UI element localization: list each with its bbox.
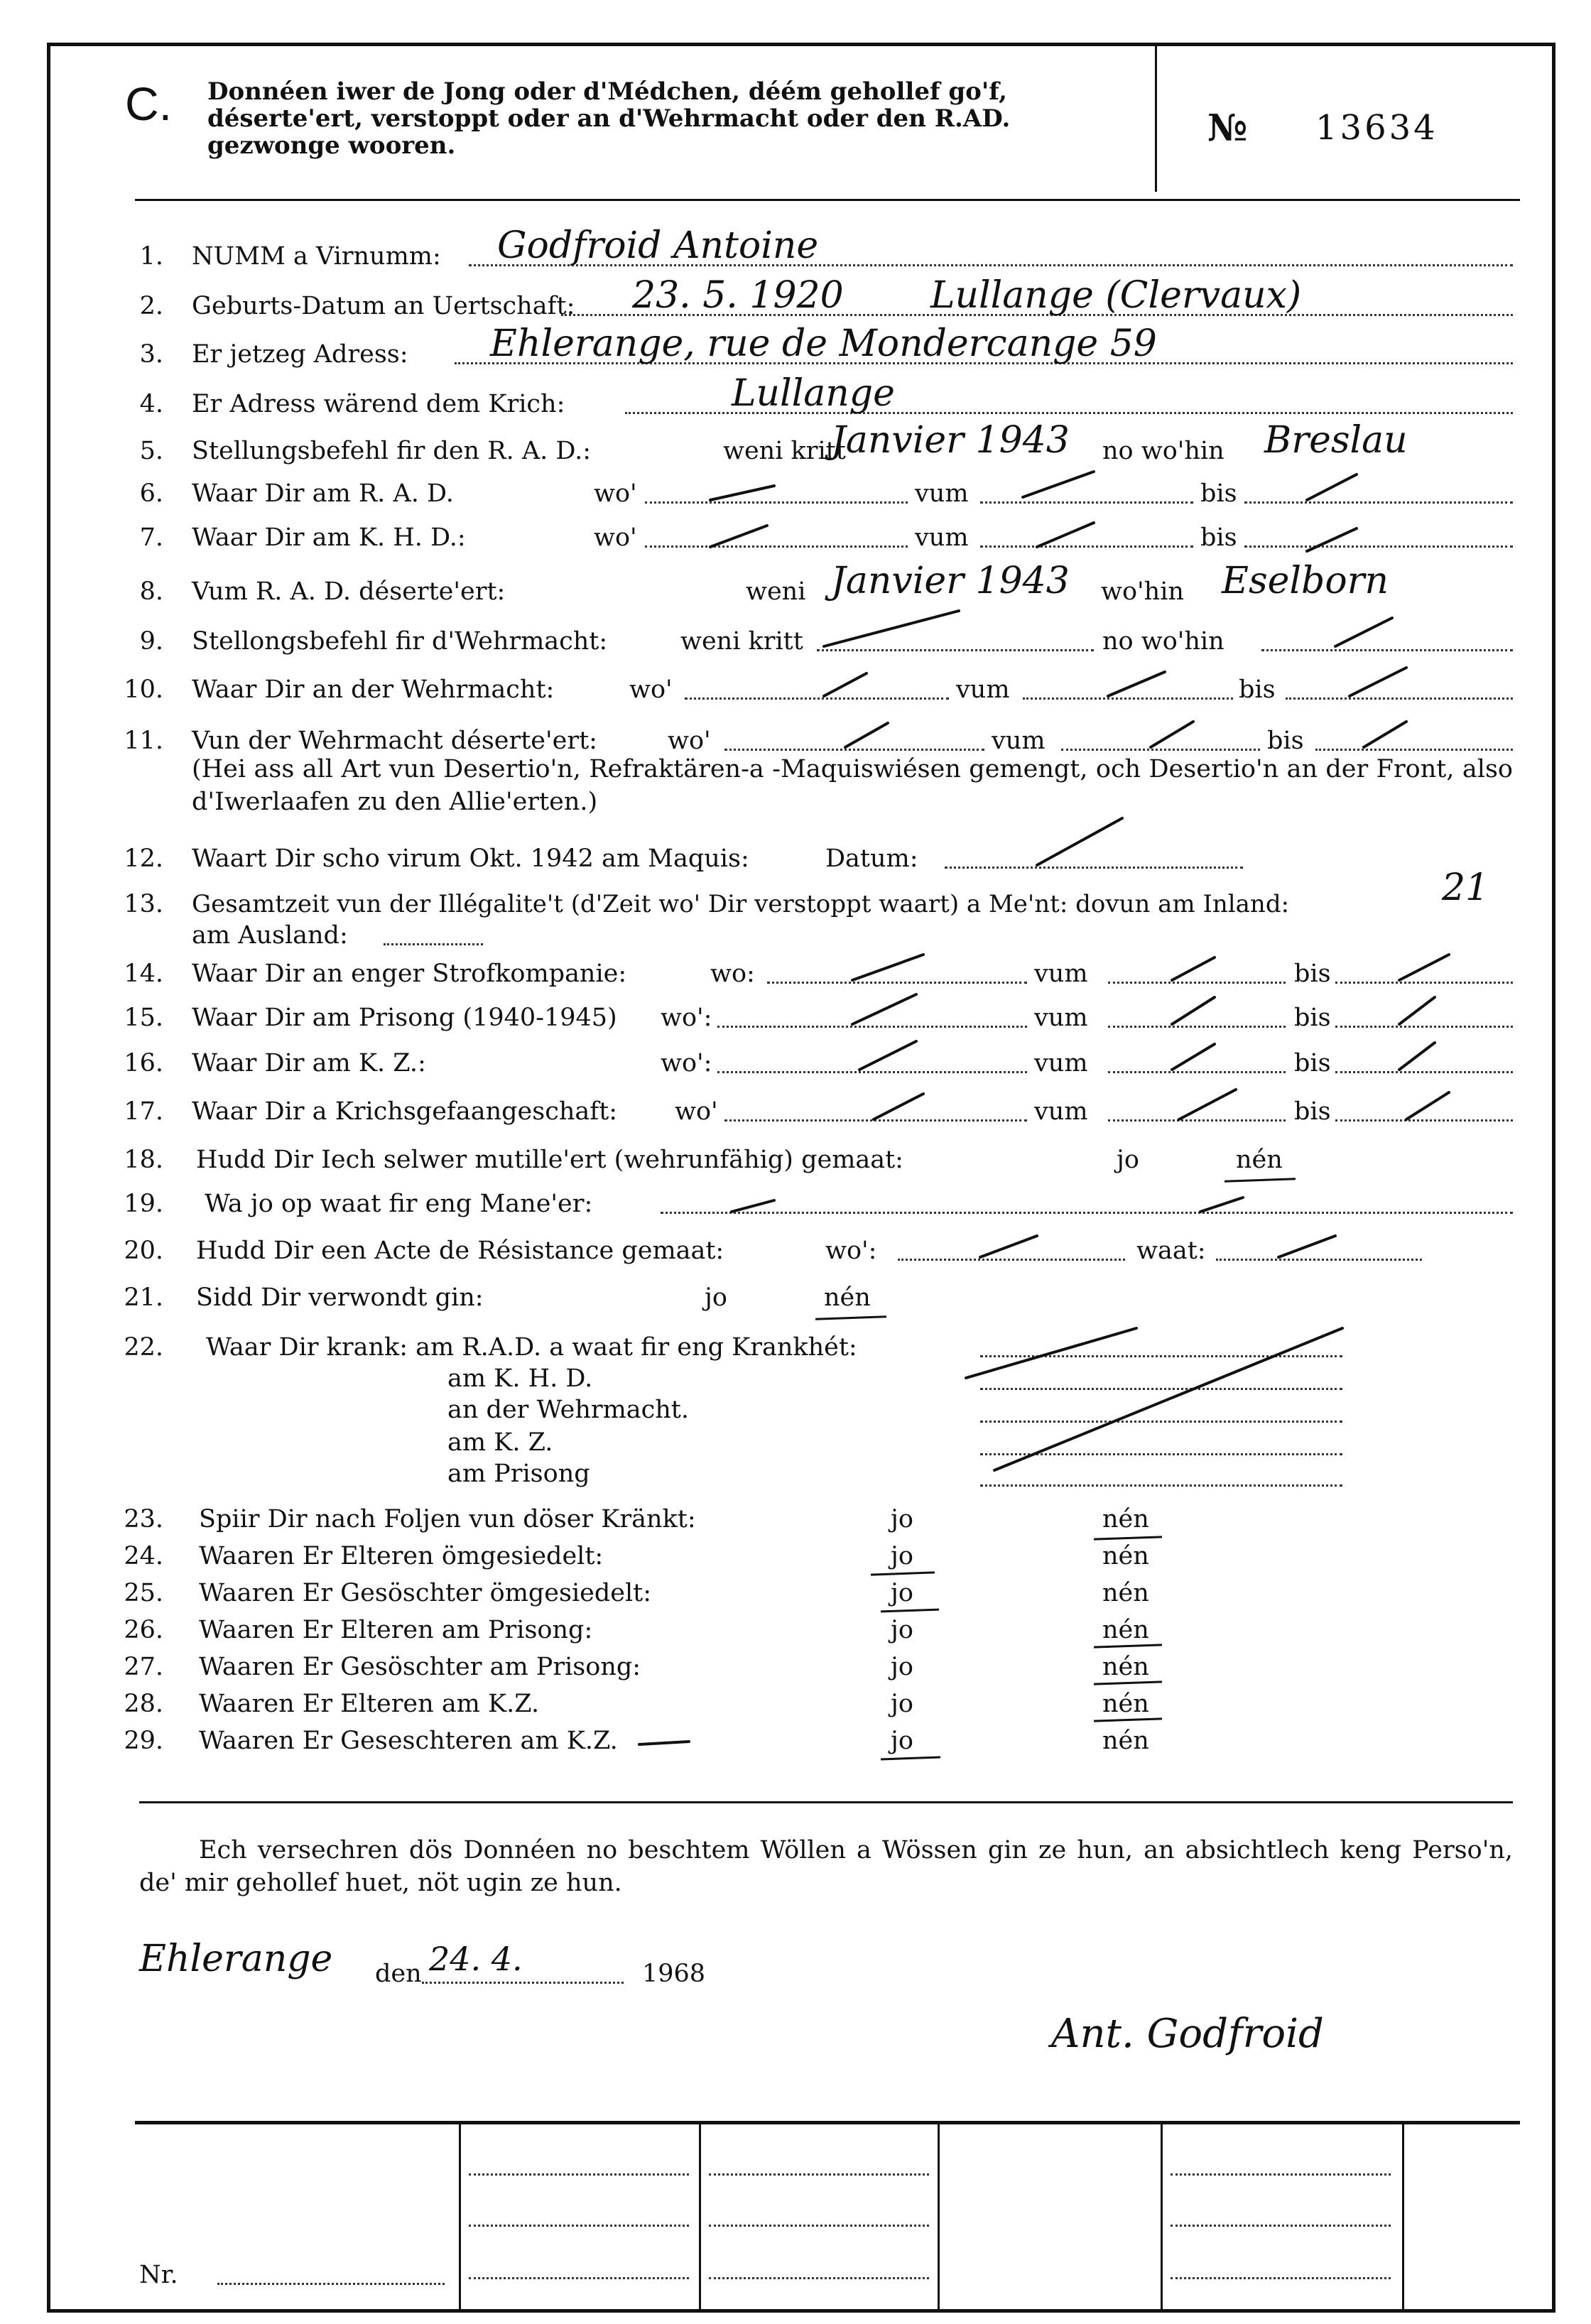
item-key-where: wo': xyxy=(661,1049,712,1077)
item-label: NUMM a Virnumm: xyxy=(192,242,441,271)
fill-line xyxy=(980,501,1193,504)
answer-option-no: nén xyxy=(1102,1579,1149,1607)
item-label: Waar Dir am R. A. D. xyxy=(192,479,454,508)
declaration-text: Ech versechren dös Donnéen no beschtem Wöllen a Wössen gin ze hun, an absichtlech keng Perso'n, de' mir gehollef huet, nöt ugin ze hun. xyxy=(139,1836,1513,1897)
answer-option-no: nén xyxy=(1102,1727,1149,1755)
item-number: 26. xyxy=(124,1616,163,1644)
answer-option-no: nén xyxy=(1102,1653,1149,1681)
date-fill-line xyxy=(422,1982,624,1984)
item-key-until: bis xyxy=(1294,1049,1331,1077)
fill-line xyxy=(724,1119,1027,1122)
signing-year: 1968 xyxy=(642,1960,706,1988)
fill-line xyxy=(724,749,984,751)
answer-option-no: nén xyxy=(1236,1146,1283,1174)
sub-item-label: am Prisong xyxy=(447,1460,590,1488)
fill-line xyxy=(1315,749,1513,751)
item-label: Gesamtzeit vun der Illégalite't (d'Zeit wo' Dir verstoppt waart) a Me'nt: dovun am Inland: xyxy=(192,890,1290,918)
item-number: 25. xyxy=(124,1579,163,1607)
item-label: Hudd Dir een Acte de Résistance gemaat: xyxy=(196,1237,724,1265)
sub-item-label: am K. H. D. xyxy=(447,1364,593,1393)
answer-option-yes: jo xyxy=(705,1283,727,1312)
item-number: 27. xyxy=(124,1653,163,1681)
item-label: Vum R. A. D. déserte'ert: xyxy=(192,577,506,606)
item-number: 4. xyxy=(139,390,163,418)
item-label: Stellungsbefehl fir den R. A. D.: xyxy=(192,437,592,465)
footer-col-divider xyxy=(459,2121,461,2310)
item-number: 23. xyxy=(124,1505,163,1533)
item-label: Waar Dir a Krichsgefaangeschaft: xyxy=(192,1097,618,1126)
item-label: Waar Dir krank: am R.A.D. a waat fir eng Krankhét: xyxy=(206,1333,857,1362)
form-title: Donnéen iwer de Jong oder d'Médchen, déém gehollef go'f, déserte'ert, verstoppt oder an d'Wehrmacht oder den R.AD. gezwonge wooren. xyxy=(207,77,1011,160)
answer-option-yes: jo xyxy=(891,1690,913,1718)
item-key-from: vum xyxy=(1034,960,1088,988)
answer-option-no: nén xyxy=(1102,1542,1149,1570)
signing-place: Ehlerange xyxy=(139,1938,333,1980)
header-divider xyxy=(1155,45,1157,192)
item-key-when: weni kritt xyxy=(680,627,803,656)
form-number: 13634 xyxy=(1315,108,1438,148)
footer-col-divider xyxy=(938,2121,940,2310)
item-label: Vun der Wehrmacht déserte'ert: xyxy=(192,727,597,755)
item-key-from: vum xyxy=(915,523,969,552)
answer-birth-place: Lullange (Clervaux) xyxy=(930,274,1302,317)
item-number: 20. xyxy=(124,1237,163,1265)
answer-inland-months: 21 xyxy=(1442,867,1489,909)
footer-col-divider xyxy=(699,2121,701,2310)
item-key-where: wo' xyxy=(594,523,637,552)
answer-option-no: nén xyxy=(1102,1690,1149,1718)
fill-line xyxy=(717,1071,1027,1073)
item-key-from: vum xyxy=(992,727,1046,755)
item-label: Spiir Dir nach Foljen vun döser Kränkt: xyxy=(199,1505,696,1533)
fill-line xyxy=(1108,1026,1286,1028)
answer-birth-date: 23. 5. 1920 xyxy=(632,274,844,317)
fill-line xyxy=(817,649,1094,651)
item-number: 11. xyxy=(124,727,163,755)
fill-line xyxy=(1335,1119,1513,1122)
fill-line xyxy=(645,545,908,548)
footer-fill-line xyxy=(1171,2225,1391,2227)
fill-line xyxy=(1335,1071,1513,1073)
item-label: Er Adress wärend dem Krich: xyxy=(192,390,565,418)
item-label: Waar Dir am K. Z.: xyxy=(192,1049,426,1077)
answer-option-yes: jo xyxy=(891,1653,913,1681)
footer-fill-line xyxy=(1171,2277,1391,2279)
item-number: 14. xyxy=(124,960,163,988)
item-key-where: wo': xyxy=(661,1004,712,1032)
item-number: 1. xyxy=(139,242,163,271)
fill-line xyxy=(898,1259,1125,1261)
fill-line xyxy=(1108,982,1286,984)
item-key-where: wo' xyxy=(629,675,673,704)
item-key-from: vum xyxy=(915,479,969,508)
footer-fill-line xyxy=(709,2277,929,2279)
footer-fill-line xyxy=(469,2173,689,2176)
answer-name: Godfroid Antoine xyxy=(497,224,819,267)
item-key-where: no wo'hin xyxy=(1102,627,1225,656)
nr-fill-line xyxy=(217,2283,445,2285)
fill-line xyxy=(767,982,1027,984)
item-key-from: vum xyxy=(1034,1049,1088,1077)
fill-line xyxy=(1023,697,1233,700)
item-label: Waar Dir am Prisong (1940-1945) xyxy=(192,1004,617,1032)
item-key-until: bis xyxy=(1294,1097,1331,1126)
desertion-note: (Hei ass all Art vun Desertio'n, Refraktären-a -Maquiswiésen gemengt, och Desertio'n an der Front, also d'Iwerlaafen zu den Allie'erten.) xyxy=(192,755,1513,816)
item-label: Waar Dir an enger Strofkompanie: xyxy=(192,960,627,988)
item-key-where: wo': xyxy=(825,1237,877,1265)
item-number: 5. xyxy=(139,437,163,465)
item-key-when: weni xyxy=(746,577,806,606)
item-number: 18. xyxy=(124,1146,163,1174)
item-label: Er jetzeg Adress: xyxy=(192,340,408,369)
signature: Ant. Godfroid xyxy=(1051,2011,1324,2057)
fill-line xyxy=(980,1355,1342,1357)
fill-line xyxy=(685,697,949,700)
answer-option-no: nén xyxy=(1102,1616,1149,1644)
item-key-where: wo' xyxy=(675,1097,718,1126)
answer-rad-when: Janvier 1943 xyxy=(831,419,1070,462)
fill-line xyxy=(717,1026,1027,1028)
item-label: Waart Dir scho virum Okt. 1942 am Maquis: xyxy=(192,845,749,873)
fill-line xyxy=(980,1453,1342,1455)
fill-line xyxy=(645,501,908,504)
item-number: 24. xyxy=(124,1542,163,1570)
item-number: 7. xyxy=(139,523,163,552)
fill-line xyxy=(1216,1259,1422,1261)
item-number: 21. xyxy=(124,1283,163,1312)
item-number: 6. xyxy=(139,479,163,508)
item-key-until: bis xyxy=(1200,523,1237,552)
item-number: 12. xyxy=(124,845,163,873)
item-number: 9. xyxy=(139,627,163,656)
item-number: 13. xyxy=(124,890,163,918)
item-number: 8. xyxy=(139,577,163,606)
item-number: 22. xyxy=(124,1333,163,1362)
footer-fill-line xyxy=(709,2225,929,2227)
item-number: 10. xyxy=(124,675,163,704)
sub-item-label: an der Wehrmacht. xyxy=(447,1396,690,1424)
fill-line xyxy=(1244,501,1513,504)
fill-line xyxy=(1335,982,1513,984)
item-number: 17. xyxy=(124,1097,163,1126)
fill-line xyxy=(1335,1026,1513,1028)
item-key-from: vum xyxy=(1034,1097,1088,1126)
item-number: 29. xyxy=(124,1727,163,1755)
footer-fill-line xyxy=(1171,2173,1391,2176)
fill-line xyxy=(1244,545,1513,548)
item-number: 28. xyxy=(124,1690,163,1718)
fill-line xyxy=(1286,697,1513,700)
item-number: 16. xyxy=(124,1049,163,1077)
item-label: Geburts-Datum an Uertschaft: xyxy=(192,292,575,320)
fill-line xyxy=(980,1388,1342,1390)
item-label: Hudd Dir Iech selwer mutille'ert (wehrunfähig) gemaat: xyxy=(196,1146,903,1174)
item-label: Waaren Er Geseschteren am K.Z. xyxy=(199,1727,618,1755)
answer-option-yes: jo xyxy=(891,1505,913,1533)
item-key-where: wo'hin xyxy=(1101,577,1184,606)
item-key-from: vum xyxy=(1034,1004,1088,1032)
item-label: Wa jo op waat fir eng Mane'er: xyxy=(205,1190,593,1218)
fill-line xyxy=(980,1421,1342,1423)
answer-address: Ehlerange, rue de Mondercange 59 xyxy=(490,322,1157,365)
item-label: Waaren Er Elteren ömgesiedelt: xyxy=(199,1542,604,1570)
answer-option-yes: jo xyxy=(891,1616,913,1644)
fill-line xyxy=(945,867,1243,869)
number-sign: № xyxy=(1207,107,1248,150)
fill-line xyxy=(980,1484,1342,1487)
fill-line xyxy=(1108,1119,1286,1122)
answer-desert-where: Eselborn xyxy=(1222,560,1389,602)
section-letter: C. xyxy=(125,77,172,130)
item-label: Sidd Dir verwondt gin: xyxy=(196,1283,484,1312)
fill-line xyxy=(384,943,483,945)
answer-option-no: nén xyxy=(824,1283,871,1312)
item-key-when: weni kritt xyxy=(723,437,846,465)
item-key-until: bis xyxy=(1239,675,1276,704)
footer-fill-line xyxy=(469,2277,689,2279)
item-key-where: no wo'hin xyxy=(1102,437,1225,465)
item-key-what: waat: xyxy=(1136,1237,1206,1265)
answer-rad-where: Breslau xyxy=(1264,419,1408,462)
date-den-label: den xyxy=(375,1960,422,1988)
item-key-until: bis xyxy=(1200,479,1237,508)
answer-desert-when: Janvier 1943 xyxy=(831,560,1070,602)
footer-rule xyxy=(135,2121,1520,2124)
item-number: 2. xyxy=(139,292,163,320)
header-rule xyxy=(135,199,1520,201)
item-key-from: vum xyxy=(956,675,1010,704)
item-key-until: bis xyxy=(1267,727,1304,755)
fill-line xyxy=(1061,749,1260,751)
item-key-where: wo' xyxy=(594,479,637,508)
item-number: 3. xyxy=(139,340,163,369)
answer-option-yes: jo xyxy=(891,1542,913,1570)
item-key-where: wo: xyxy=(710,960,755,988)
item-label: Stellongsbefehl fir d'Wehrmacht: xyxy=(192,627,608,656)
item-key-date: Datum: xyxy=(825,845,918,873)
answer-option-yes: jo xyxy=(891,1579,913,1607)
signing-day-month: 24. 4. xyxy=(429,1940,523,1978)
answer-option-no: nén xyxy=(1102,1505,1149,1533)
answer-war-address: Lullange xyxy=(732,372,895,415)
fill-line xyxy=(1108,1071,1286,1073)
answer-option-yes: jo xyxy=(1117,1146,1139,1174)
fill-line xyxy=(661,1212,1513,1214)
footer-fill-line xyxy=(709,2173,929,2176)
declaration-rule xyxy=(139,1801,1513,1803)
item-key-where: wo' xyxy=(668,727,711,755)
item-number: 15. xyxy=(124,1004,163,1032)
item-key-until: bis xyxy=(1294,960,1331,988)
answer-option-yes: jo xyxy=(891,1727,913,1755)
item-label: Waar Dir am K. H. D.: xyxy=(192,523,466,552)
nr-label: Nr. xyxy=(139,2261,178,2289)
item-label: Waaren Er Elteren am K.Z. xyxy=(199,1690,540,1718)
footer-col-divider xyxy=(1402,2121,1404,2310)
fill-line xyxy=(980,545,1193,548)
item-label: Waaren Er Gesöschter ömgesiedelt: xyxy=(199,1579,652,1607)
sub-item-label: am K. Z. xyxy=(447,1428,553,1457)
item-label: Waaren Er Elteren am Prisong: xyxy=(199,1616,593,1644)
fill-line xyxy=(1261,649,1513,651)
footer-col-divider xyxy=(1161,2121,1163,2310)
item-label: Waaren Er Gesöschter am Prisong: xyxy=(199,1653,641,1681)
item-label: Waar Dir an der Wehrmacht: xyxy=(192,675,555,704)
item-key-abroad: am Ausland: xyxy=(192,921,348,950)
footer-fill-line xyxy=(469,2225,689,2227)
item-key-until: bis xyxy=(1294,1004,1331,1032)
item-number: 19. xyxy=(124,1190,163,1218)
